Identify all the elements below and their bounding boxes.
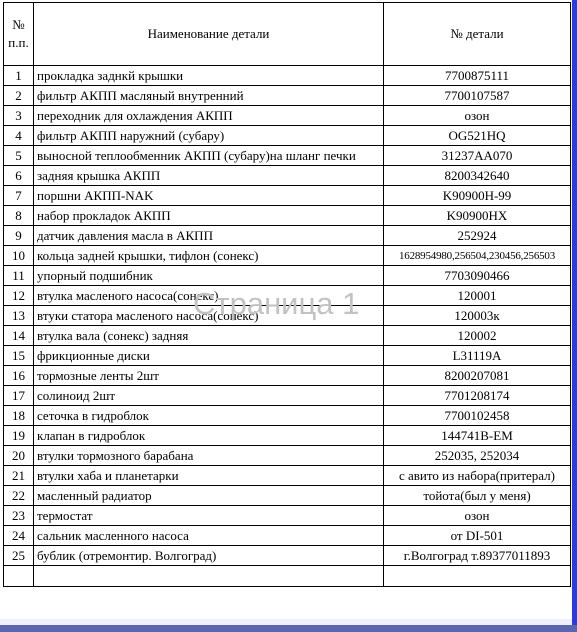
part-name-cell[interactable]: фильтр АКПП масляный внутренний <box>34 86 384 106</box>
row-number-cell[interactable]: 23 <box>4 506 34 526</box>
part-name-cell[interactable]: втулки хаба и планетарки <box>34 466 384 486</box>
page-watermark: Страница 1 <box>193 286 360 321</box>
row-number-cell[interactable]: 8 <box>4 206 34 226</box>
part-name-cell[interactable]: фильтр АКПП наружний (субару) <box>34 126 384 146</box>
table-row <box>4 126 571 146</box>
part-number-cell[interactable]: с авито из набора(притерал) <box>384 466 571 486</box>
part-name-cell[interactable]: набор прокладок АКПП <box>34 206 384 226</box>
table-row <box>4 66 571 86</box>
part-name-cell[interactable]: задняя крышка АКПП <box>34 166 384 186</box>
part-number-cell[interactable]: 120003к <box>384 306 571 326</box>
header-part-number[interactable]: № детали <box>384 3 571 66</box>
table-row <box>4 346 571 366</box>
page-border-right <box>572 0 577 632</box>
part-number-cell[interactable]: озон <box>384 506 571 526</box>
table-body <box>4 66 571 587</box>
part-name-cell[interactable]: втулки тормозного барабана <box>34 446 384 466</box>
row-number-cell[interactable]: 22 <box>4 486 34 506</box>
part-number-cell[interactable]: 7700107587 <box>384 86 571 106</box>
table-row <box>4 466 571 486</box>
part-number-cell[interactable]: L31119A <box>384 346 571 366</box>
row-number-cell[interactable]: 4 <box>4 126 34 146</box>
row-number-cell[interactable]: 18 <box>4 406 34 426</box>
header-number[interactable] <box>4 3 34 66</box>
part-number-cell[interactable]: от DI-501 <box>384 526 571 546</box>
table-row <box>4 366 571 386</box>
part-number-cell[interactable]: OG521HQ <box>384 126 571 146</box>
row-number-cell[interactable]: 19 <box>4 426 34 446</box>
row-number-cell[interactable]: 16 <box>4 366 34 386</box>
table-row <box>4 546 571 566</box>
part-number-cell[interactable]: 252924 <box>384 226 571 246</box>
table-row <box>4 506 571 526</box>
table-row <box>4 406 571 426</box>
part-name-cell[interactable]: бублик (отремонтир. Волгоград) <box>34 546 384 566</box>
table-row <box>4 206 571 226</box>
part-number-cell[interactable]: 7701208174 <box>384 386 571 406</box>
part-name-cell[interactable]: переходник для охлаждения АКПП <box>34 106 384 126</box>
part-number-cell[interactable]: 8200342640 <box>384 166 571 186</box>
part-number-cell[interactable]: г.Волгоград т.89377011893 <box>384 546 571 566</box>
part-number-cell[interactable]: 252035, 252034 <box>384 446 571 466</box>
part-name-cell[interactable]: клапан в гидроблок <box>34 426 384 446</box>
part-name-cell[interactable]: датчик давления масла в АКПП <box>34 226 384 246</box>
table-row <box>4 266 571 286</box>
table-row <box>4 166 571 186</box>
part-name-cell[interactable]: тормозные ленты 2шт <box>34 366 384 386</box>
part-number-cell[interactable]: озон <box>384 106 571 126</box>
table-row <box>4 226 571 246</box>
header-part-name[interactable]: Наименование детали <box>34 3 384 66</box>
row-number-cell[interactable]: 13 <box>4 306 34 326</box>
row-number-cell[interactable]: 12 <box>4 286 34 306</box>
table-row <box>4 426 571 446</box>
part-name-cell[interactable]: фрикционные диски <box>34 346 384 366</box>
header-number-symbol: № <box>12 17 25 32</box>
row-number-cell[interactable]: 9 <box>4 226 34 246</box>
row-number-cell[interactable]: 7 <box>4 186 34 206</box>
part-name-cell[interactable]: солиноид 2шт <box>34 386 384 406</box>
table-header-row <box>4 3 571 66</box>
row-number-cell[interactable]: 2 <box>4 86 34 106</box>
part-name-cell[interactable]: втулка масленого насоса(сонекс) <box>34 286 384 306</box>
row-number-cell[interactable]: 15 <box>4 346 34 366</box>
empty-cell[interactable] <box>384 566 571 587</box>
part-name-cell[interactable]: масленный радиатор <box>34 486 384 506</box>
table-row <box>4 306 571 326</box>
row-number-cell[interactable]: 25 <box>4 546 34 566</box>
table-row <box>4 286 571 306</box>
part-number-cell[interactable]: тойота(был у меня) <box>384 486 571 506</box>
part-name-cell[interactable]: прокладка заднкй крышки <box>34 66 384 86</box>
part-number-cell[interactable]: 7700875111 <box>384 66 571 86</box>
table-row <box>4 146 571 166</box>
part-number-cell[interactable]: K90900H-99 <box>384 186 571 206</box>
table-row <box>4 186 571 206</box>
empty-table-row <box>4 566 571 587</box>
part-name-cell[interactable]: втуки статора масленого насоса(сонекс) <box>34 306 384 326</box>
part-number-cell[interactable]: 8200207081 <box>384 366 571 386</box>
part-name-cell[interactable]: сеточка в гидроблок <box>34 406 384 426</box>
parts-table <box>3 2 571 587</box>
row-number-cell[interactable]: 10 <box>4 246 34 266</box>
part-name-cell[interactable]: кольца задней крышки, тифлон (сонекс) <box>34 246 384 266</box>
part-number-cell[interactable]: 7700102458 <box>384 406 571 426</box>
row-number-cell[interactable]: 14 <box>4 326 34 346</box>
part-name-cell[interactable]: сальник масленного насоса <box>34 526 384 546</box>
table-row <box>4 446 571 466</box>
part-name-cell[interactable]: выносной теплообменник АКПП (субару)на шланг печки <box>34 146 384 166</box>
table-row <box>4 526 571 546</box>
row-number-cell[interactable]: 20 <box>4 446 34 466</box>
row-number-cell[interactable]: 1 <box>4 66 34 86</box>
row-number-cell[interactable]: 21 <box>4 466 34 486</box>
row-number-cell[interactable]: 5 <box>4 146 34 166</box>
row-number-cell[interactable]: 17 <box>4 386 34 406</box>
part-name-cell[interactable]: упорный подшибник <box>34 266 384 286</box>
table-row <box>4 326 571 346</box>
part-number-cell[interactable]: 1628954980,256504,230456,256503 <box>384 246 571 266</box>
part-number-cell[interactable]: 144741B-EM <box>384 426 571 446</box>
row-number-cell[interactable]: 6 <box>4 166 34 186</box>
part-name-cell[interactable]: термостат <box>34 506 384 526</box>
table-row <box>4 386 571 406</box>
part-number-cell[interactable]: 7703090466 <box>384 266 571 286</box>
table-row <box>4 106 571 126</box>
row-number-cell[interactable]: 3 <box>4 106 34 126</box>
part-number-cell[interactable]: 31237AA070 <box>384 146 571 166</box>
row-number-cell[interactable]: 11 <box>4 266 34 286</box>
part-name-cell[interactable]: поршни АКПП-NAK <box>34 186 384 206</box>
page-border-bottom <box>0 625 577 632</box>
empty-cell[interactable] <box>34 566 384 587</box>
row-number-cell[interactable]: 24 <box>4 526 34 546</box>
part-number-cell[interactable]: 120001 <box>384 286 571 306</box>
part-number-cell[interactable]: 120002 <box>384 326 571 346</box>
part-name-cell[interactable]: втулка вала (сонекс) задняя <box>34 326 384 346</box>
empty-cell[interactable] <box>4 566 34 587</box>
table-row <box>4 486 571 506</box>
header-number-abbrev: п.п. <box>8 35 29 50</box>
table-row <box>4 86 571 106</box>
table-row <box>4 246 571 266</box>
part-number-cell[interactable]: K90900HX <box>384 206 571 226</box>
